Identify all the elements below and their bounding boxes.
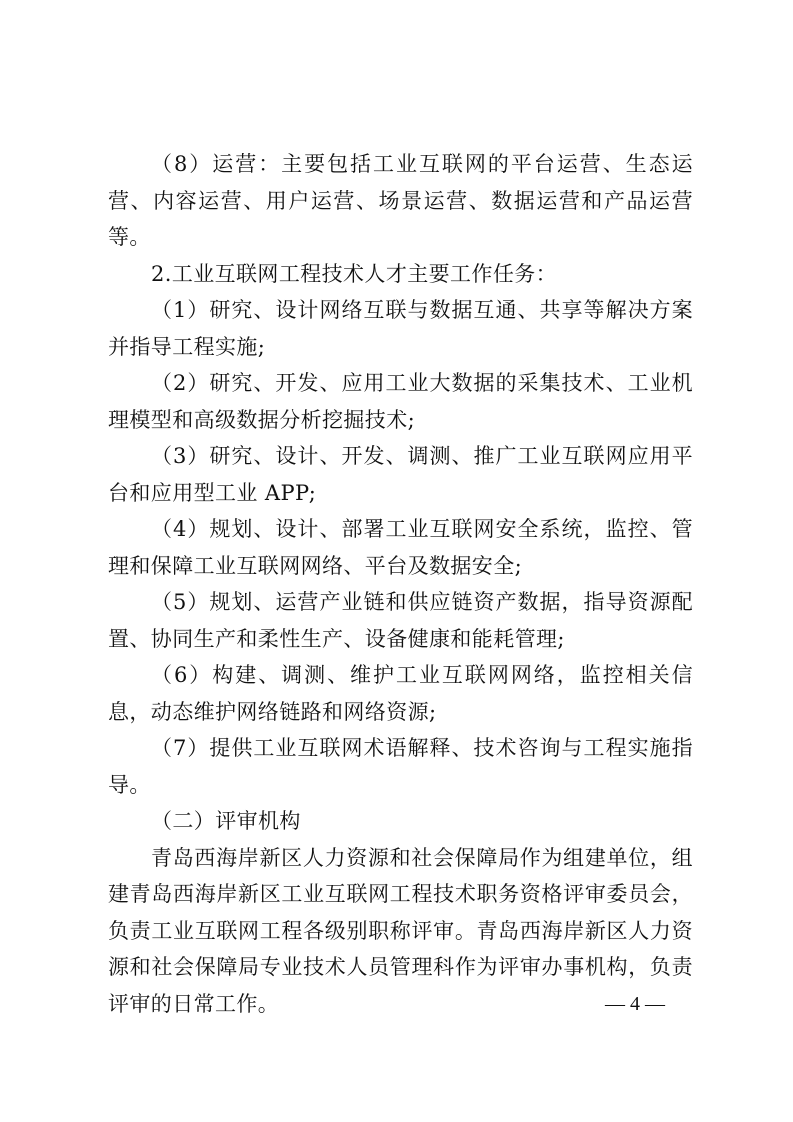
section-heading: （二）评审机构 bbox=[151, 809, 301, 833]
page-body bbox=[108, 146, 693, 1022]
paragraph-task-7: （7）提供工业互联网术语解释、技术咨询与工程实施指导。 bbox=[108, 736, 693, 797]
paragraph-tasks-title: 2.工业互联网工程技术人才主要工作任务： bbox=[151, 261, 558, 286]
page-number: — 4 — bbox=[605, 993, 665, 1015]
paragraph-task-2: （2）研究、开发、应用工业大数据的采集技术、工业机理模型和高级数据分析挖掘技术; bbox=[108, 371, 693, 432]
paragraph-task-6: （6）构建、调测、维护工业互联网网络，监控相关信息，动态维护网络链路和网络资源; bbox=[108, 663, 693, 724]
paragraph-task-4: （4）规划、设计、部署工业互联网安全系统，监控、管理和保障工业互联网网络、平台及数据安全; bbox=[108, 517, 693, 578]
paragraph-task-1: （1）研究、设计网络互联与数据互通、共享等解决方案并指导工程实施; bbox=[108, 298, 693, 359]
paragraph-task-5: （5）规划、运营产业链和供应链资产数据，指导资源配置、协同生产和柔性生产、设备健康和能耗管理; bbox=[108, 590, 693, 651]
paragraph-operations: （8）运营：主要包括工业互联网的平台运营、生态运营、内容运营、用户运营、场景运营、数据运营和产品运营等。 bbox=[108, 152, 693, 249]
paragraph-review-agency: 青岛西海岸新区人力资源和社会保障局作为组建单位，组建青岛西海岸新区工业互联网工程技术职务资格评审委员会，负责工业互联网工程各级别职称评审。青岛西海岸新区人力资源和社会保障局专业技术人员管理科作为评审办事机构，负责评审的日常工作。 bbox=[108, 845, 693, 1016]
paragraph-task-3: （3）研究、设计、开发、调测、推广工业互联网应用平台和应用型工业 APP; bbox=[108, 444, 693, 505]
